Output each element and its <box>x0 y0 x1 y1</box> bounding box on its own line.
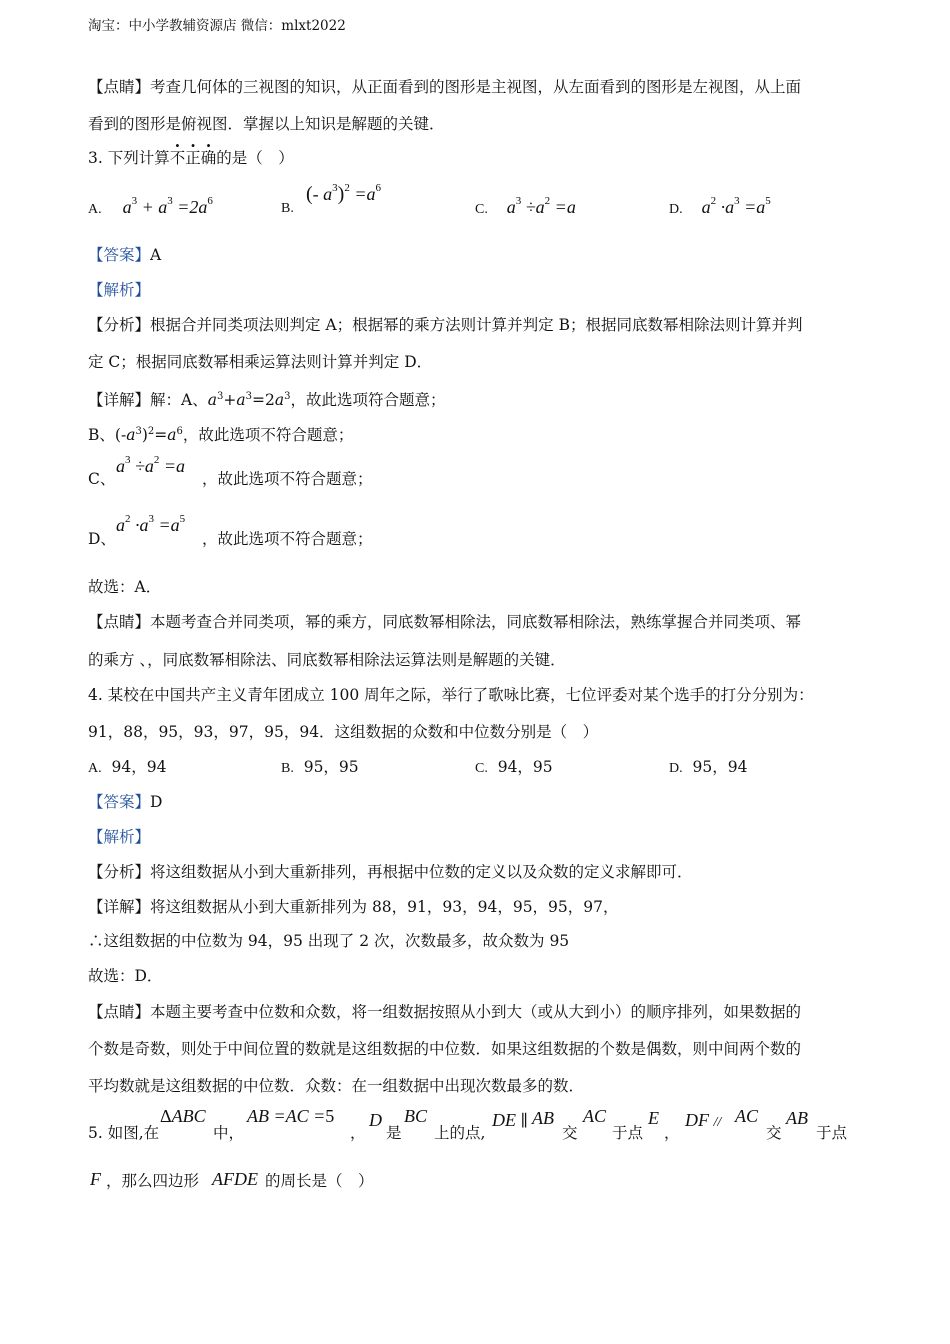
dianjing-tag: 【点睛】 <box>88 78 151 96</box>
q3-fenxi-line2: 定 C；根据同底数幂相乘运算法则计算并判定 D． <box>88 353 433 371</box>
math-f: F <box>90 1169 101 1189</box>
q3-option-c: C. $a^3 \div a^2 =a$ <box>475 195 576 217</box>
math-expression: $a^2 \cdot a^3 =a^5$ <box>701 195 771 217</box>
math-d: D <box>369 1110 382 1130</box>
math-expression: $a^3 + a^3 =2a^6$ <box>122 195 213 217</box>
q4-xiangjie: 【详解】将这组数据从小到大重新排列为 88，91，93，94，95，95，97， <box>88 898 619 916</box>
math-bc: BC <box>404 1106 428 1126</box>
math-e: E <box>648 1108 659 1128</box>
q4-answer: 【答案】D <box>88 793 163 811</box>
math-expression: (- $a^3)^2 =a^6$ <box>306 182 381 205</box>
math-ac: AC <box>583 1106 607 1126</box>
q4-option-a: A. 94，94 <box>88 758 167 776</box>
page-header: 淘宝：中小学教辅资源店 微信：mlxt2022 <box>88 18 346 34</box>
q3-fenxi-line1: 【分析】根据合并同类项法则判定 A；根据幂的乘方法则计算并判定 B；根据同底数幂相除法则计算并判 <box>88 316 803 334</box>
math-ac: AC <box>735 1106 759 1126</box>
q3-xiangjie-b: B、$(-a^3)^2=a^6$，故此选项不符合题意； <box>88 426 354 445</box>
q4-dianjing-line1: 【点睛】本题主要考查中位数和众数，将一组数据按照从小到大（或从大到小）的顺序排列，如果数据的 <box>88 1003 802 1021</box>
emphasis-dot-char: 不 <box>169 149 186 167</box>
q4-guxuan: 故选：D． <box>88 967 163 985</box>
emphasis-dot-char: 确 <box>200 149 217 167</box>
q4-dianjing-line3: 平均数就是这组数据的中位数．众数：在一组数据中出现次数最多的数． <box>88 1077 585 1095</box>
q3-answer: 【答案】A <box>88 246 162 264</box>
q3-dianjing-line1: 【点睛】本题考查合并同类项，幂的乘方，同底数幂相除法，同底数幂相除法，熟练掌握合并同类项、幂 <box>88 613 802 631</box>
q3-option-b: B. <box>281 201 294 216</box>
math-ab: AB <box>532 1108 554 1128</box>
q3-stem: 3. 下列计算不正确的是（ ） <box>88 149 294 167</box>
math-triangle-abc: ΔABC <box>160 1106 206 1126</box>
math-ab-ac: AB =AC =5 <box>247 1106 335 1126</box>
q3-xiangjie-c: C、 <box>88 470 116 488</box>
q4-fenxi: 【分析】将这组数据从小到大重新排列，再根据中位数的定义以及众数的定义求解即可． <box>88 863 693 881</box>
q3-xiangjie-a: 【详解】解：A、$a^3+a^3=2a^3$，故此选项符合题意； <box>88 391 446 410</box>
q2-dianjing-line2: 看到的图形是俯视图．掌握以上知识是解题的关键． <box>88 115 445 133</box>
q3-dianjing-line2: 的乘方 、，同底数幂相除法、同底数幂相除法运算法则是解题的关键． <box>88 651 566 669</box>
math-expression: $a^3 \div a^2 =a$ <box>116 454 186 476</box>
q4-stem-line2: 91，88，95，93，97，95，94．这组数据的众数和中位数分别是（ ） <box>88 723 599 741</box>
math-expression: $a^3 \div a^2 =a$ <box>506 195 576 217</box>
q3-xiangjie-d: D、 <box>88 530 116 548</box>
q3-guxuan: 故选：A． <box>88 578 162 596</box>
q4-option-c: C. 94，95 <box>475 758 553 776</box>
q2-dianjing-line1: 【点睛】考查几何体的三视图的知识，从正面看到的图形是主视图，从左面看到的图形是左视图，从上面 <box>88 78 802 96</box>
q3-option-a: A. $a^3 + a^3 =2a^6$ <box>88 195 213 217</box>
math-ab: AB <box>786 1108 808 1128</box>
math-de-parallel-ab: DE ∥ <box>492 1110 528 1130</box>
q3-option-d: D. $a^2 \cdot a^3 =a^5$ <box>669 195 771 217</box>
emphasis-dot-char: 正 <box>185 149 201 167</box>
math-afde: AFDE <box>212 1169 258 1189</box>
q4-therefore: ∴这组数据的中位数为 94，95 出现了 2 次，次数最多，故众数为 95 <box>88 932 570 950</box>
q4-option-d: D. 95，94 <box>669 758 748 776</box>
q4-option-b: B. 95，95 <box>281 758 359 776</box>
q4-stem-line1: 4. 某校在中国共产主义青年团成立 100 周年之际，举行了歌咏比赛，七位评委对某个选手的打分分别为： <box>88 686 814 704</box>
math-df-parallel: DF // <box>685 1110 722 1130</box>
math-expression: $a^2 \cdot a^3 =a^5$ <box>116 513 186 535</box>
q4-dianjing-line2: 个数是奇数，则处于中间位置的数就是这组数据的中位数．如果这组数据的个数是偶数，则中间两个数的 <box>88 1040 802 1058</box>
q4-jiexi-tag: 【解析】 <box>88 828 151 846</box>
q5-stem-start: 5. 如图,在 <box>88 1124 160 1142</box>
q3-jiexi-tag: 【解析】 <box>88 281 151 299</box>
